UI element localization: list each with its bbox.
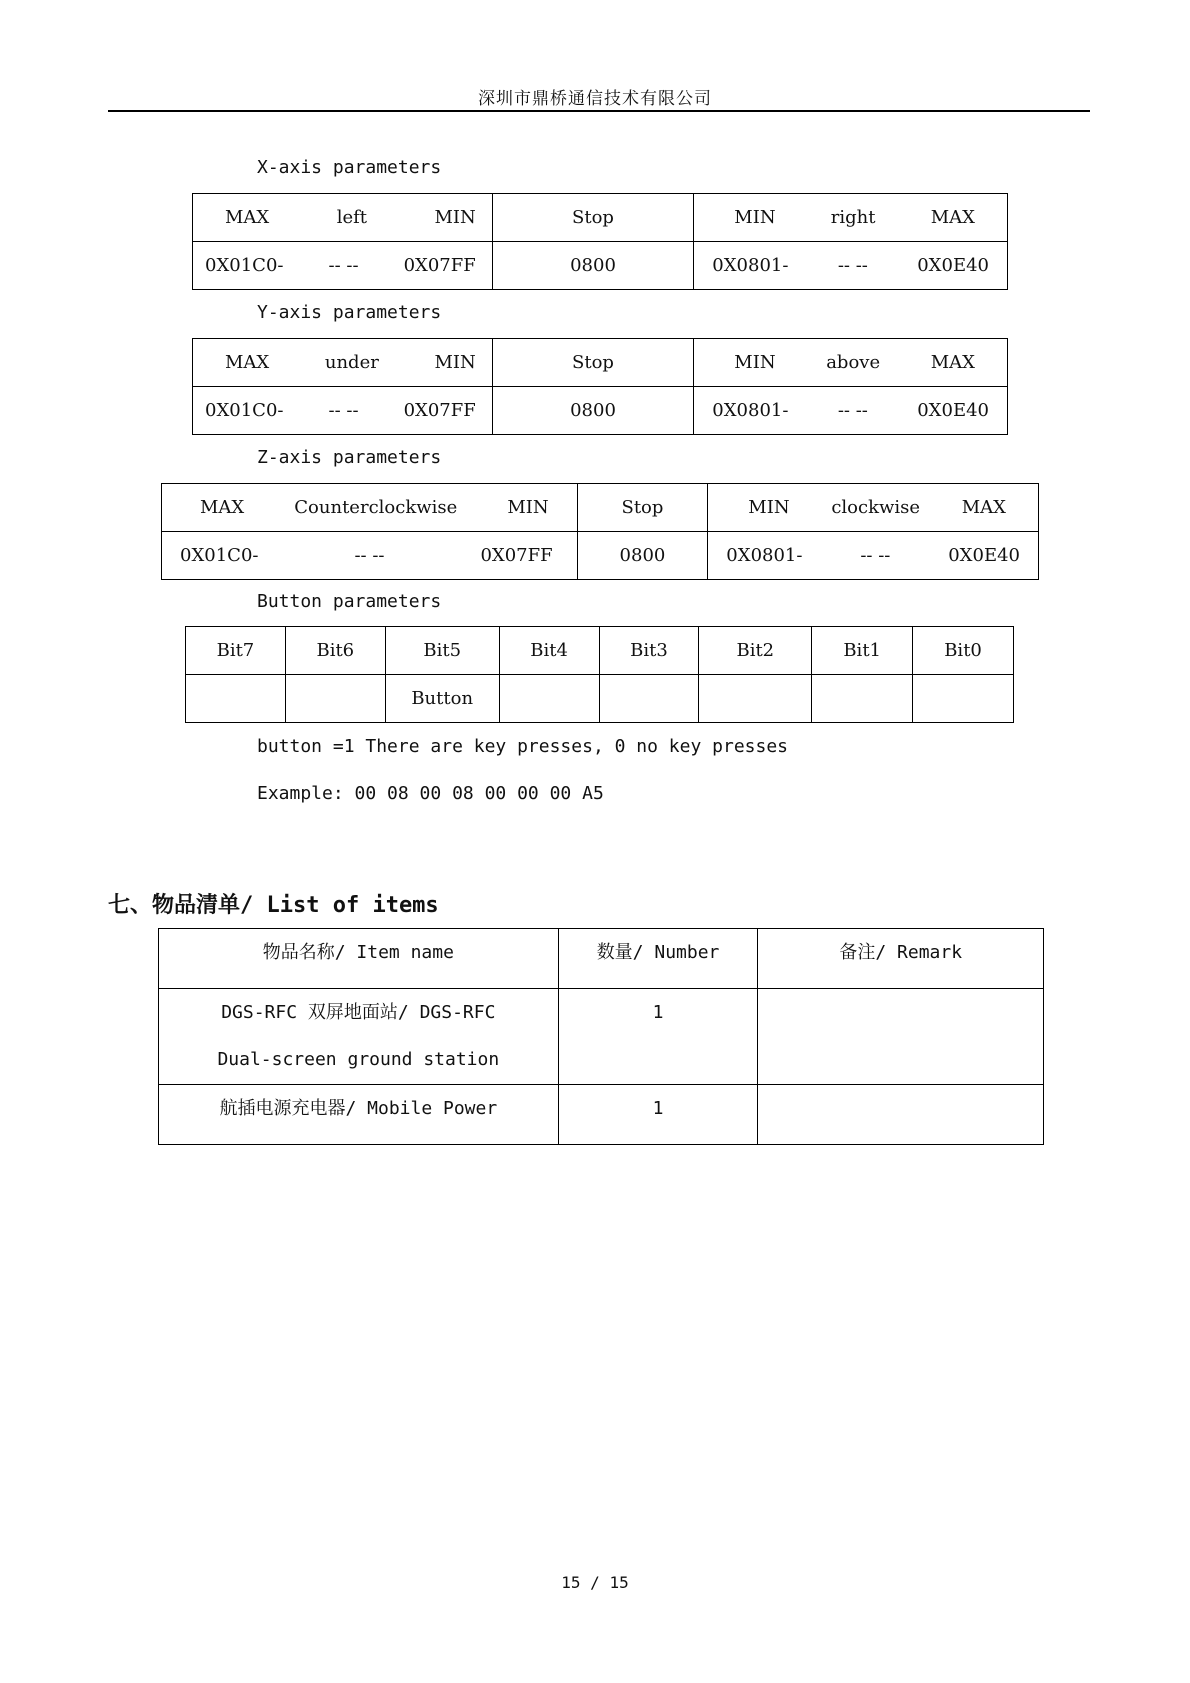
- x-left-direction-header: left: [336, 207, 367, 228]
- bit4-header: Bit4: [499, 627, 599, 675]
- x-stop-value: 0800: [492, 242, 694, 290]
- z-right-direction-header: clockwise: [831, 497, 921, 518]
- y-axis-header-row: [193, 339, 1008, 387]
- y-left-direction-header: under: [324, 352, 379, 373]
- x-right-direction-header: right: [830, 207, 876, 228]
- item-remark-header: 备注/ Remark: [839, 942, 963, 963]
- x-left-max-header: MAX: [225, 207, 270, 228]
- x-left-min-value: 0X07FF: [403, 255, 476, 276]
- table-row: [159, 1085, 1044, 1145]
- z-stop-header: Stop: [577, 484, 708, 532]
- z-axis-header-row: [162, 484, 1039, 532]
- z-left-min-header: MIN: [507, 497, 549, 518]
- y-axis-table: [192, 338, 1008, 435]
- bit0-value: [913, 675, 1014, 723]
- y-right-min-value: 0X0801-: [712, 400, 789, 421]
- bit7-header: Bit7: [186, 627, 286, 675]
- x-axis-table: [192, 193, 1008, 290]
- y-left-max-value: 0X01C0-: [205, 400, 284, 421]
- x-left-max-value: 0X01C0-: [205, 255, 284, 276]
- x-left-dash: -- --: [328, 255, 359, 276]
- y-stop-value: 0800: [492, 387, 694, 435]
- z-right-min-value: 0X0801-: [726, 545, 803, 566]
- z-left-dash: -- --: [354, 545, 385, 566]
- x-right-min-header: MIN: [734, 207, 776, 228]
- x-right-dash: -- --: [837, 255, 868, 276]
- z-right-dash: -- --: [860, 545, 891, 566]
- item-name-line2: Dual-screen ground station: [217, 1049, 500, 1070]
- page-number: 15 / 15: [561, 1573, 629, 1592]
- z-left-max-value: 0X01C0-: [180, 545, 259, 566]
- bit6-value: [285, 675, 385, 723]
- item-number: 1: [652, 1002, 664, 1023]
- y-axis-label: Y-axis parameters: [257, 302, 442, 323]
- example-line: Example: 00 08 00 08 00 00 00 A5: [257, 783, 604, 804]
- x-axis-label: X-axis parameters: [257, 157, 442, 178]
- item-name-line1: 航插电源充电器/ Mobile Power: [219, 1098, 498, 1119]
- y-left-min-value: 0X07FF: [403, 400, 476, 421]
- y-right-direction-header: above: [826, 352, 881, 373]
- bit6-header: Bit6: [285, 627, 385, 675]
- bits-header-row: [186, 627, 1014, 675]
- x-right-min-value: 0X0801-: [712, 255, 789, 276]
- items-section-title: 七、物品清单/ List of items: [108, 893, 439, 918]
- z-right-max-header: MAX: [961, 497, 1006, 518]
- y-right-min-header: MIN: [734, 352, 776, 373]
- button-bits-table: [185, 626, 1014, 723]
- z-right-max-value: 0X0E40: [948, 545, 1020, 566]
- bit1-header: Bit1: [812, 627, 913, 675]
- x-left-min-header: MIN: [434, 207, 476, 228]
- bit2-value: [699, 675, 812, 723]
- x-axis-header-row: [193, 194, 1008, 242]
- item-number: 1: [652, 1098, 664, 1119]
- z-axis-table: [161, 483, 1039, 580]
- y-right-max-value: 0X0E40: [917, 400, 989, 421]
- x-right-max-header: MAX: [930, 207, 975, 228]
- z-axis-label: Z-axis parameters: [257, 447, 442, 468]
- bit5-header: Bit5: [385, 627, 499, 675]
- y-right-max-header: MAX: [930, 352, 975, 373]
- bit2-header: Bit2: [699, 627, 812, 675]
- y-left-max-header: MAX: [225, 352, 270, 373]
- x-right-max-value: 0X0E40: [917, 255, 989, 276]
- x-stop-header: Stop: [492, 194, 694, 242]
- y-left-dash: -- --: [328, 400, 359, 421]
- bits-value-row: [186, 675, 1014, 723]
- y-axis-value-row: [193, 387, 1008, 435]
- item-number-header: 数量/ Number: [596, 942, 720, 963]
- button-note: button =1 There are key presses, 0 no key presses: [257, 736, 789, 757]
- z-left-direction-header: Counterclockwise: [294, 497, 458, 518]
- z-left-min-value: 0X07FF: [480, 545, 553, 566]
- bit4-value: [499, 675, 599, 723]
- item-name-header: 物品名称/ Item name: [262, 942, 454, 963]
- y-right-dash: -- --: [837, 400, 868, 421]
- bit7-value: [186, 675, 286, 723]
- table-row: [159, 989, 1044, 1085]
- bit0-header: Bit0: [913, 627, 1014, 675]
- header-divider: [108, 110, 1090, 112]
- z-right-min-header: MIN: [748, 497, 790, 518]
- z-axis-value-row: [162, 532, 1039, 580]
- z-left-max-header: MAX: [200, 497, 245, 518]
- button-params-label: Button parameters: [257, 591, 442, 612]
- x-axis-value-row: [193, 242, 1008, 290]
- items-header-row: [159, 929, 1044, 989]
- bit1-value: [812, 675, 913, 723]
- item-name-line1: DGS-RFC 双屏地面站/ DGS-RFC: [221, 1002, 496, 1023]
- bit3-value: [599, 675, 699, 723]
- y-stop-header: Stop: [492, 339, 694, 387]
- bit5-value: Button: [385, 675, 499, 723]
- y-left-min-header: MIN: [434, 352, 476, 373]
- bit3-header: Bit3: [599, 627, 699, 675]
- z-stop-value: 0800: [577, 532, 708, 580]
- company-header: 深圳市鼎桥通信技术有限公司: [478, 89, 712, 109]
- items-table: [158, 928, 1044, 1145]
